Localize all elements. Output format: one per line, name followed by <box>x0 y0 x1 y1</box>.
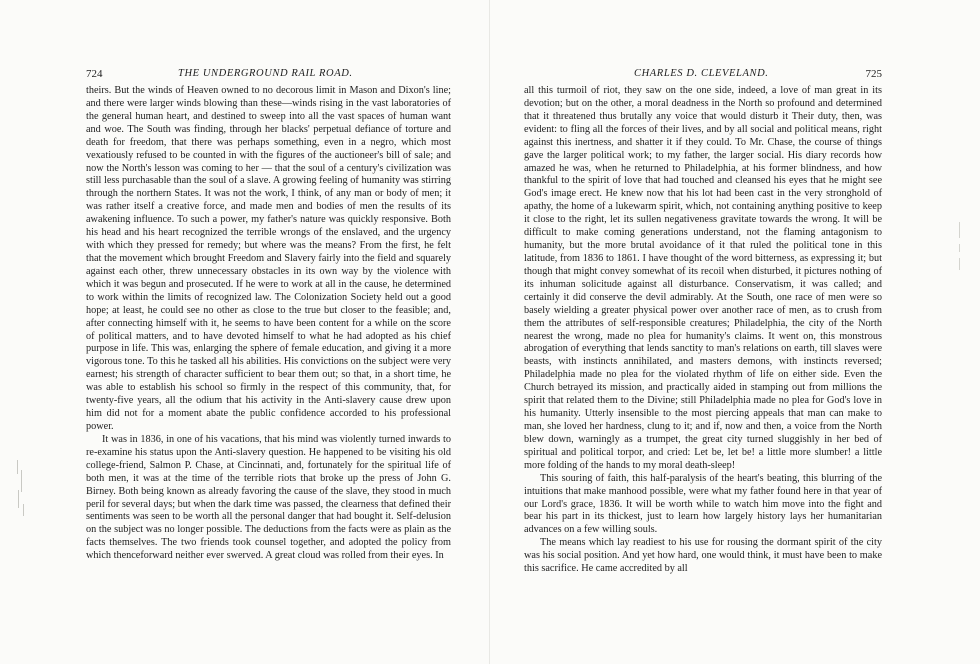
paragraph: theirs. But the winds of Heaven owned to no decorous limit in Mason and Dixon's line; and there were larger winds blowing than these—winds rising in the vast laboratories of the general human heart, and destined to sweep into all the vast spaces of human want and woe. The South was finding, through her blacks' perpetual defiance of torture and death for freedom, that there was perhaps something, even in a negro, which most vexatiously refused to be counted in with the figures of the auctioneer's bill of sale; and now the North's lesson was coming to her — that the soul of a century's civilization was still less purchasable than the soul of a slave. A growing feeling of humanity was stirring through the northern States. It was not the work, I think, of any man or body of men; it was rather itself a creative force, and made men and bodies of men the results of its awakening influence. To such a power, my father's nature was quickly responsive. Both his head and his heart recognized the terrible wrongs of the enslaved, and the urgency with which they pressed for remedy; but where was the means? From the first, he felt that the movement which brought Freedom and Slavery fairly into the field and squarely against each other, threw unnecessary obstacles in its own way by the violence with which it was begun and prosecuted. If he were to work at all in the cause, he determined to work within the limits of recognized law. The Colonization Society held out a good hope; at least, he could see no other as close to the true but closer to the feasible; and, after connecting himself with it, he seems to have been content for a while on the score of political matters, and to have devoted himself to what he had adopted as his chief purpose in life. This was, enlarging the sphere of female education, and giving it a more vigorous tone. To this he tasked all his abilities. His convictions on the subject were very earnest; his strength of character sufficient to bear them out; so that, in a short time, he was able to establish his school so firmly in the respect of this community, that, for twenty-five years, all the odium that his activity in the Anti-slavery cause drew upon him did not for a moment abate the public confidence accorded to his professional power. <box>86 85 451 432</box>
body-text <box>524 85 882 576</box>
paragraph: This souring of faith, this half-paralysis of the heart's beating, this blurring of the intuitions that make manhood possible, were what my father found here in that year of our Lord's grace, 1836. It will be worth while to watch him move into the fight and bear his part in its thickest, just to learn how largely history lays her humanitarian advances on a few willing souls. <box>524 472 882 536</box>
page-header <box>86 66 451 82</box>
page-number: 724 <box>86 68 103 80</box>
margin-pencil-marks <box>956 222 964 272</box>
paragraph: all this turmoil of riot, they saw on the one side, indeed, a love of man great in its devotion; but on the other, a moral deadness in the North so profound and determined that it threatened thus brutally any voice that would disturb it Their duty, then, was evident: to fling all the forces of their lives, and by all social and political means, right against this inertness, and shatter it if they could. To Mr. Chase, the course of things gave the larger political work; to my father, the larger social. His diary records how amazed he was, when he returned to Philadelphia, at his former blindness, and how thankful to the spirit of love that had touched and cleansed his eyes that he might see God's image erect. He knew now that his lot had been cast in the very stronghold of apathy, the home of a lukewarm spirit, which, not containing anything positive to keep it close to the right, let its sullen negativeness gravitate towards the wrong. It will be difficult to make coming generations understand, not the flaming antagonism to humanity, but the more brutal avoidance of it that ruled the political tone in this latitude, from 1836 to 1861. I have thought of the word bitterness, as expressing it; but though that might convey somewhat of its recoil when disturbed, it pictures nothing of its inhuman solicitude against all disturbance. Conservatism, it was called; and certainly it did conserve the devil admirably. At the South, one race of men were so basely wielding a greater physical power over another race of men, as to crush from them the attributes of self-responsible creatures; Philadelphia, the city of the North nearest the wrong, made no plea for humanity's claims. It went on, this monstrous abrogation of everything that lends sanctity to man's relations on earth, till slaves were beasts, with instincts annihilated, and masters demons, with instincts reversed; Philadelphia made no plea for the violated rhythm of life on either side. Even the Church betrayed its mission, and practically aided in stamping out from millions the spirit that related them to the Divine; still Philadelphia made no plea for God's love in his humanity. Utterly insensible to the most piercing appeals that man can make to man, she loved her hardness, clung to it; and if, now and then, a voice from the North blew down, warningly as a trumpet, the great city turned sluggishly in her bed of spiritual and political torpor, and cried: Let be, let be! a little more slumber! a little more folding of the hands to my moral death-sleep! <box>524 85 882 471</box>
running-title: THE UNDERGROUND RAIL ROAD. <box>178 68 353 79</box>
margin-pencil-marks <box>14 460 28 520</box>
right-page <box>490 0 980 664</box>
running-title: CHARLES D. CLEVELAND. <box>634 68 769 79</box>
page-number: 725 <box>865 68 882 80</box>
paragraph: The means which lay readiest to his use for rousing the dormant spirit of the city was his social position. And yet how hard, one would think, it must have been to make this sacrifice. He came accredited by all <box>524 537 882 575</box>
paragraph: It was in 1836, in one of his vacations, that his mind was violently turned inwards to re-examine his status upon the Anti-slavery question. He happened to be visiting his old college-friend, Salmon P. Chase, at Cincinnati, and, fortunately for the spiritual life of both men, it was at the time of the terrible riots that broke up the press of John G. Birney. Both being known as already favoring the cause of the slave, they stood in much peril for several days; but when the dark time was passed, the clearness that defined their sentiments was seen to be worth all the personal danger that had bought it. Self-delusion on the subject was no longer possible. The deductions from the facts were as plain as the facts themselves. The two friends took counsel together, and adopted the policy from which thenceforward neither ever swerved. A great cloud was rolled from their eyes. In <box>86 433 451 562</box>
body-text <box>86 85 451 563</box>
page-header <box>524 66 882 82</box>
